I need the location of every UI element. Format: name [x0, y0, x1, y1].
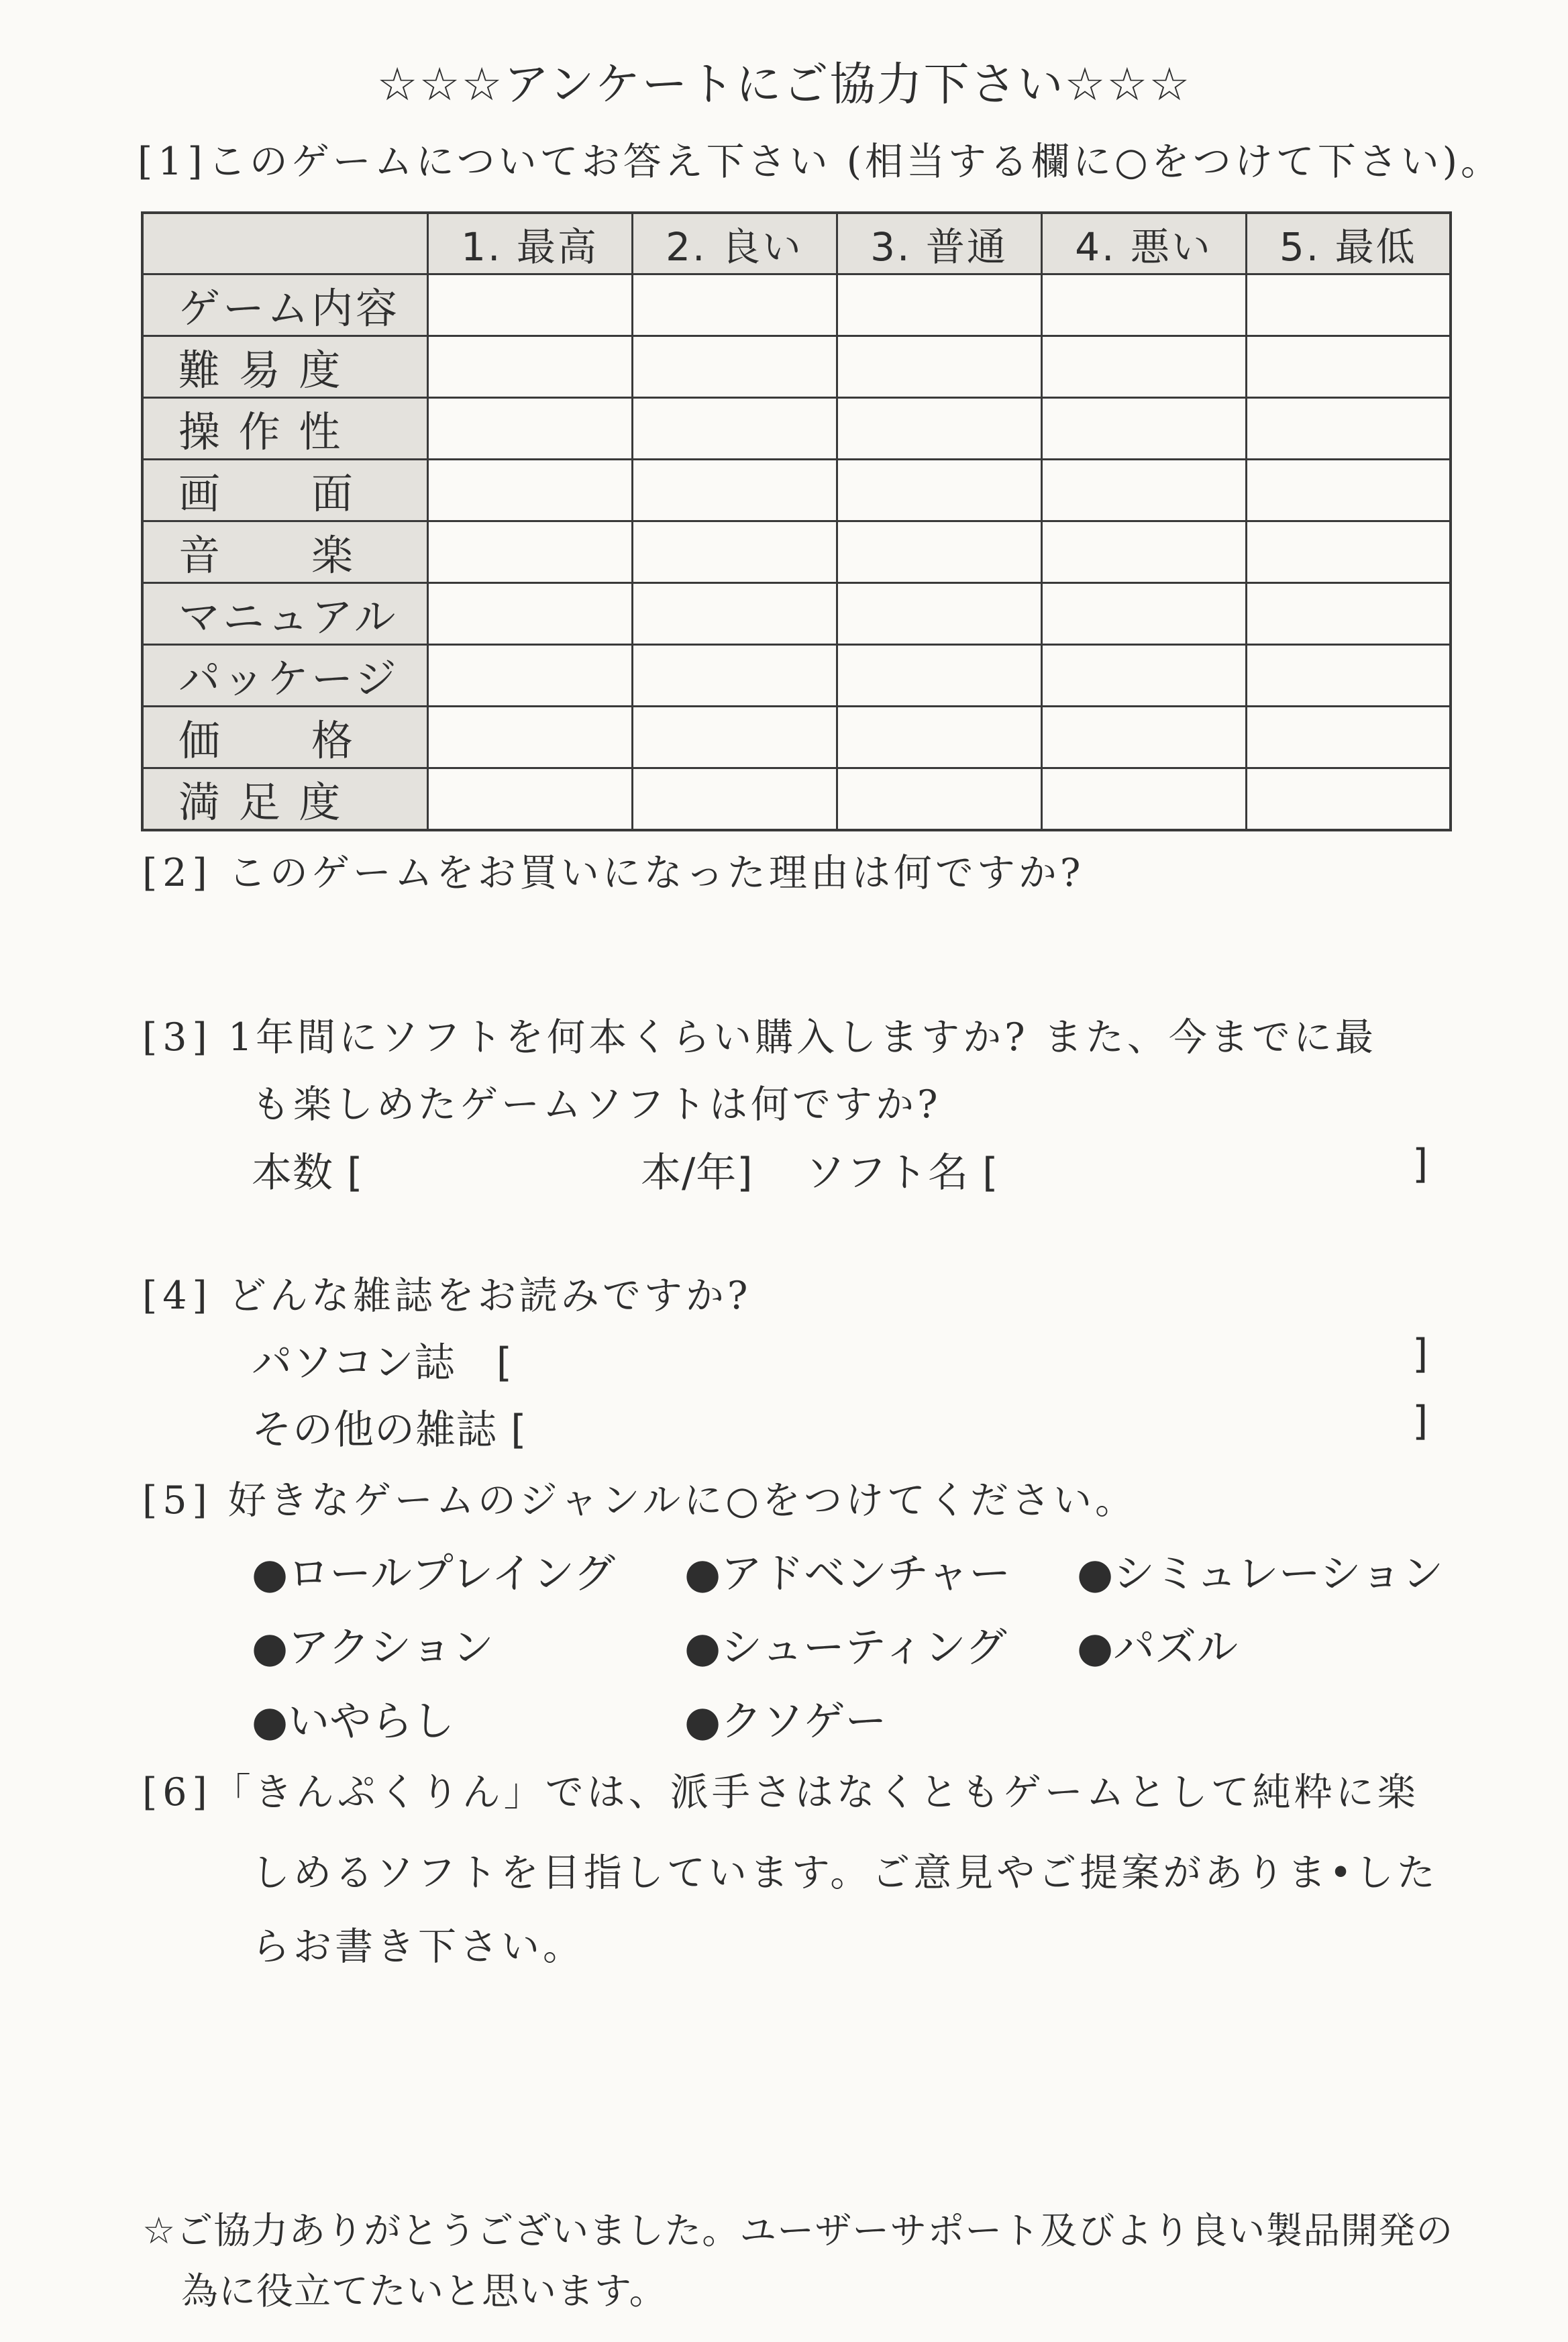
rating-cell[interactable]: [837, 336, 1041, 398]
rating-cell[interactable]: [632, 768, 837, 831]
table-row: [142, 521, 1451, 583]
footer-line2: 為に役立てたいと思います。: [181, 2270, 667, 2312]
column-header: 4. 悪い: [1041, 213, 1246, 274]
rating-cell[interactable]: [1041, 274, 1246, 336]
row-label: 音 楽: [142, 521, 427, 583]
rating-cell[interactable]: [427, 768, 632, 831]
question-1: [138, 131, 1502, 186]
rating-cell[interactable]: [632, 707, 837, 768]
question-3: [142, 1007, 1377, 1062]
genre-option[interactable]: ●シミュレーション: [1077, 1549, 1444, 1598]
rating-cell[interactable]: [1041, 336, 1246, 398]
soft-name-input[interactable]: [1033, 1141, 1396, 1189]
question-number: [1]: [138, 140, 208, 184]
row-label: 満 足 度: [142, 768, 427, 831]
bracket-close: ]: [1412, 1331, 1429, 1378]
rating-cell[interactable]: [632, 583, 837, 645]
table-corner: [142, 213, 427, 274]
rating-cell[interactable]: [1041, 645, 1246, 707]
other-magazine-label: その他の雑誌 [: [252, 1407, 527, 1454]
rating-cell[interactable]: [632, 521, 837, 583]
question-text-line1: 1年間にソフトを何本くらい購入しますか? また、今までに最: [227, 1015, 1377, 1060]
rating-cell[interactable]: [427, 274, 632, 336]
rating-cell[interactable]: [1041, 768, 1246, 831]
table-row: [142, 398, 1451, 460]
table-row: [142, 336, 1451, 398]
rating-cell[interactable]: [837, 768, 1041, 831]
table-row: [142, 768, 1451, 831]
rating-cell[interactable]: [1041, 707, 1246, 768]
genre-option[interactable]: ●ロールプレイング: [252, 1549, 616, 1598]
rating-cell[interactable]: [837, 583, 1041, 645]
question-number: [4]: [142, 1274, 213, 1318]
rating-cell[interactable]: [837, 645, 1041, 707]
column-header: 5. 最低: [1246, 213, 1451, 274]
row-label: 操 作 性: [142, 398, 427, 460]
rating-cell[interactable]: [1246, 768, 1451, 831]
question-text: 好きなゲームのジャンルに○をつけてください。: [227, 1478, 1137, 1523]
table-row: [142, 707, 1451, 768]
rating-cell[interactable]: [632, 336, 837, 398]
rating-cell[interactable]: [1246, 645, 1451, 707]
rating-cell[interactable]: [632, 460, 837, 521]
genre-option[interactable]: ●アドベンチャー: [684, 1549, 1011, 1598]
pc-magazine-input[interactable]: [564, 1331, 1396, 1379]
row-label: 画 面: [142, 460, 427, 521]
genre-option[interactable]: ●いやらし: [252, 1696, 455, 1745]
rating-cell[interactable]: [837, 460, 1041, 521]
pc-magazine-label: パソコン誌 [: [252, 1339, 513, 1386]
genre-option[interactable]: ●シューティング: [684, 1623, 1007, 1672]
table-row: [142, 274, 1451, 336]
rating-cell[interactable]: [1246, 336, 1451, 398]
table-header-row: [142, 213, 1451, 274]
table-row: [142, 583, 1451, 645]
question-text: どんな雑誌をお読みですか?: [227, 1274, 751, 1318]
row-label: ゲーム内容: [142, 274, 427, 336]
rating-cell[interactable]: [1246, 460, 1451, 521]
question-text: このゲームをお買いになった理由は何ですか?: [227, 851, 1084, 895]
rating-cell[interactable]: [837, 521, 1041, 583]
rating-cell[interactable]: [427, 707, 632, 768]
rating-cell[interactable]: [632, 645, 837, 707]
question-3-line2: も楽しめたゲームソフトは何ですか?: [252, 1082, 941, 1127]
rating-table: [141, 211, 1452, 831]
question-text: このゲームについてお答え下さい (相当する欄に○をつけて下さい)。: [207, 140, 1502, 184]
rating-cell[interactable]: [1041, 460, 1246, 521]
row-label: マニュアル: [142, 583, 427, 645]
question-6-line3: らお書き下さい。: [252, 1925, 584, 1969]
question-4: [142, 1265, 751, 1320]
soft-name-label: ソフト名 [: [805, 1150, 999, 1197]
question-number: [3]: [142, 1015, 213, 1060]
count-label: 本数 [: [252, 1150, 364, 1197]
rating-cell[interactable]: [632, 274, 837, 336]
question-text-line1: 「きんぷくりん」では、派手さはなくともゲームとして純粋に楽: [212, 1770, 1419, 1815]
question-6-line2: しめるソフトを目指しています。ご意見やご提案がありま•した: [252, 1851, 1439, 1895]
row-label: パッケージ: [142, 645, 427, 707]
question-6: [142, 1762, 1419, 1817]
rating-cell[interactable]: [1041, 521, 1246, 583]
rating-cell[interactable]: [427, 460, 632, 521]
rating-cell[interactable]: [1041, 583, 1246, 645]
question-5: [142, 1470, 1137, 1525]
column-header: 3. 普通: [837, 213, 1041, 274]
question-2: [142, 842, 1084, 897]
genre-option[interactable]: ●パズル: [1077, 1623, 1239, 1672]
rating-cell[interactable]: [1041, 398, 1246, 460]
rating-cell[interactable]: [1246, 707, 1451, 768]
column-header: 2. 良い: [632, 213, 837, 274]
bracket-close: ]: [1412, 1141, 1429, 1188]
question-number: [2]: [142, 851, 213, 895]
rating-cell[interactable]: [837, 398, 1041, 460]
rating-cell[interactable]: [632, 398, 837, 460]
rating-cell[interactable]: [1246, 521, 1451, 583]
table-row: [142, 645, 1451, 707]
genre-option[interactable]: ●アクション: [252, 1623, 494, 1672]
rating-cell[interactable]: [427, 398, 632, 460]
table-row: [142, 460, 1451, 521]
bracket-close: ]: [1412, 1398, 1429, 1445]
count-input[interactable]: [389, 1141, 624, 1189]
page-title: ☆☆☆アンケートにご協力下さい☆☆☆: [376, 58, 1192, 111]
question-number: [5]: [142, 1478, 213, 1523]
rating-cell[interactable]: [427, 521, 632, 583]
rating-cell[interactable]: [427, 645, 632, 707]
question-number: [6]: [142, 1770, 213, 1815]
rating-cell[interactable]: [837, 274, 1041, 336]
rating-cell[interactable]: [1246, 398, 1451, 460]
other-magazine-input[interactable]: [564, 1398, 1396, 1446]
row-label: 価 格: [142, 707, 427, 768]
column-header: 1. 最高: [427, 213, 632, 274]
rating-cell[interactable]: [427, 336, 632, 398]
footer-line1: ☆ご協力ありがとうございました。ユーザーサポート及びより良い製品開発の: [142, 2209, 1454, 2252]
rating-cell[interactable]: [1246, 274, 1451, 336]
row-label: 難 易 度: [142, 336, 427, 398]
rating-cell[interactable]: [427, 583, 632, 645]
genre-option[interactable]: ●クソゲー: [684, 1696, 887, 1745]
rating-cell[interactable]: [1246, 583, 1451, 645]
rating-cell[interactable]: [837, 707, 1041, 768]
count-unit: 本/年]: [641, 1150, 753, 1197]
